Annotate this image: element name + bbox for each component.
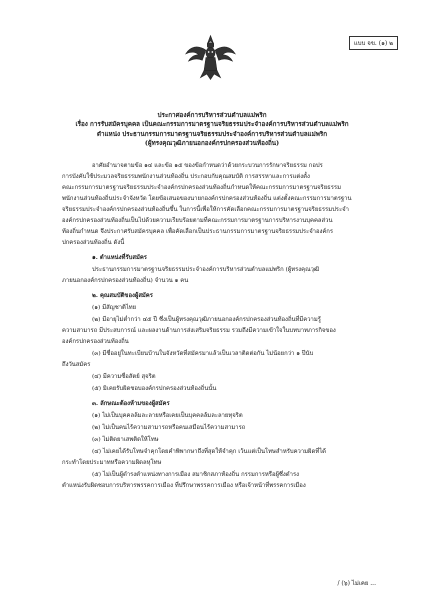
intro-line: อาศัยอำนาจตามข้อ ๑๔ และข้อ ๑๕ ของข้อกำหนดว่าด้วยกระบวนการรักษาจริยธรรม กอปร (92, 163, 323, 169)
form-code: แบบ จข. (๑) ๒ (353, 40, 394, 47)
section-2-item: ถึงวันสมัคร (62, 362, 91, 368)
intro-line: การบังคับใช้ประมวลจริยธรรมพนักงานส่วนท้องถิ่น ประกอบกับคุณสมบัติ การสรรหาและการแต่งตั้ง (62, 174, 310, 180)
section-2-item: องค์กรปกครองส่วนท้องถิ่น (62, 339, 129, 345)
section-3-item: กระทำโดยประมาทหรือความผิดลหุโทษ (62, 460, 162, 466)
intro-line: จริยธรรมประจำองค์กรปกครองส่วนท้องถิ่นขึ้น ในการนี้เพื่อให้การคัดเลือกคณะกรรมการมาตรฐานจริยธรรมประจำ (62, 207, 349, 213)
form-code-box (349, 36, 398, 50)
garuda-emblem-icon (183, 30, 238, 85)
header-position: ตำแหน่ง ประธานกรรมการมาตรฐานจริยธรรมประจำองค์การบริหารส่วนตำบลแม่พริก (96, 130, 328, 138)
intro-line: องค์กรปกครองส่วนท้องถิ่นเป็นไปด้วยความเรียบร้อยตามที่คณะกรรมการมาตรฐานการบริหารงานบุคคลส่วน (62, 218, 333, 224)
section-3-title: ๓. ลักษณะต้องห้ามของผู้สมัคร (92, 400, 170, 407)
section-3-item: (๕) ไม่เป็นผู้ดำรงตำแหน่งทางการเมือง สมาชิกสภาท้องถิ่น กรรมการหรือผู้ซึ่งดำรง (92, 472, 299, 478)
section-1-title: ๑. ตำแหน่งที่รับสมัคร (92, 254, 147, 261)
intro-line: พนักงานส่วนท้องถิ่นประจำจังหวัด โดยข้อเสนอของนายกองค์กรปกครองส่วนท้องถิ่น แต่งตั้งคณะกรรมการมาตรฐาน (62, 196, 352, 202)
document-header (0, 111, 424, 149)
intro-line: ปกครองส่วนท้องถิ่น ดังนี้ (62, 240, 125, 246)
continuation-marker: / (๖) ไม่เคย ... (337, 580, 376, 587)
header-qualifier: (ผู้ทรงคุณวุฒิภายนอกองค์กรปกครองส่วนท้องถิ่น) (144, 140, 280, 148)
section-2-item: ความสามารถ มีประสบการณ์ และผลงานด้านการส่งเสริมจริยธรรม รวมถึงมีความเข้าใจในบทบาทภารกิจของ (62, 328, 336, 334)
section-2-item: (๓) มีชื่ออยู่ในทะเบียนบ้านในจังหวัดที่สมัครมาแล้วเป็นเวลาติดต่อกัน ไม่น้อยกว่า ๑ ปีนับ (92, 351, 314, 357)
section-3-item: (๓) ไม่ติดยาเสพติดให้โทษ (92, 437, 159, 443)
section-3-item: (๒) ไม่เป็นคนไร้ความสามารถหรือคนเสมือนไร้ความสามารถ (92, 425, 246, 431)
section-2-item: (๔) มีความซื่อสัตย์ สุจริต (92, 374, 156, 380)
section-2-title: ๒. คุณสมบัติของผู้สมัคร (92, 292, 153, 299)
section-2-item: (๕) มิเคยรับผิดชอบองค์กรปกครองส่วนท้องถิ่นนั้น (92, 386, 217, 392)
section-2-item: (๑) มีสัญชาติไทย (92, 305, 137, 311)
section-1-text: ประธานกรรมการมาตรฐานจริยธรรมประจำองค์การบริหารส่วนตำบลแม่พริก (ผู้ทรงคุณวุฒิ (92, 267, 320, 273)
section-3-item: (๑) ไม่เป็นบุคคลล้มละลายหรือเคยเป็นบุคคลล้มละลายทุจริต (92, 413, 243, 419)
section-3-item: ตำแหน่งรับผิดชอบการบริหารพรรคการเมือง ที่ปรึกษาพรรคการเมือง หรือเจ้าหน้าที่พรรคการเมือง (62, 483, 306, 489)
intro-line: ท้องถิ่นกำหนด จึงประกาศรับสมัครบุคคล เพื่อคัดเลือกเป็นประธานกรรมการมาตรฐานจริยธรรมประจำองค์กร (62, 229, 334, 235)
section-2-item: (๒) มีอายุไม่ต่ำกว่า ๔๕ ปี ซึ่งเป็นผู้ทรงคุณวุฒิภายนอกองค์กรปกครองส่วนท้องถิ่นที่มีความรู้ (92, 317, 321, 323)
header-organization: ประกาศองค์การบริหารส่วนตำบลแม่พริก (157, 112, 267, 119)
section-3-item: (๔) ไม่เคยได้รับโทษจำคุกโดยคำพิพากษาถึงที่สุดให้จำคุก เว้นแต่เป็นโทษสำหรับความผิดที่ได้ (92, 449, 326, 455)
intro-line: คณะกรรมการมาตรฐานจริยธรรมประจำองค์กรปกครองส่วนท้องถิ่นกำหนดให้คณะกรรมการมาตรฐานจริยธรรม (62, 185, 341, 191)
header-subject: เรื่อง การรับสมัครบุคคล เป็นคณะกรรมการมาตรฐานจริยธรรมประจำองค์การบริหารส่วนตำบลแม่พริก (75, 121, 349, 129)
section-1-text: ภายนอกองค์กรปกครองส่วนท้องถิ่น) จำนวน ๑ คน (62, 278, 189, 284)
